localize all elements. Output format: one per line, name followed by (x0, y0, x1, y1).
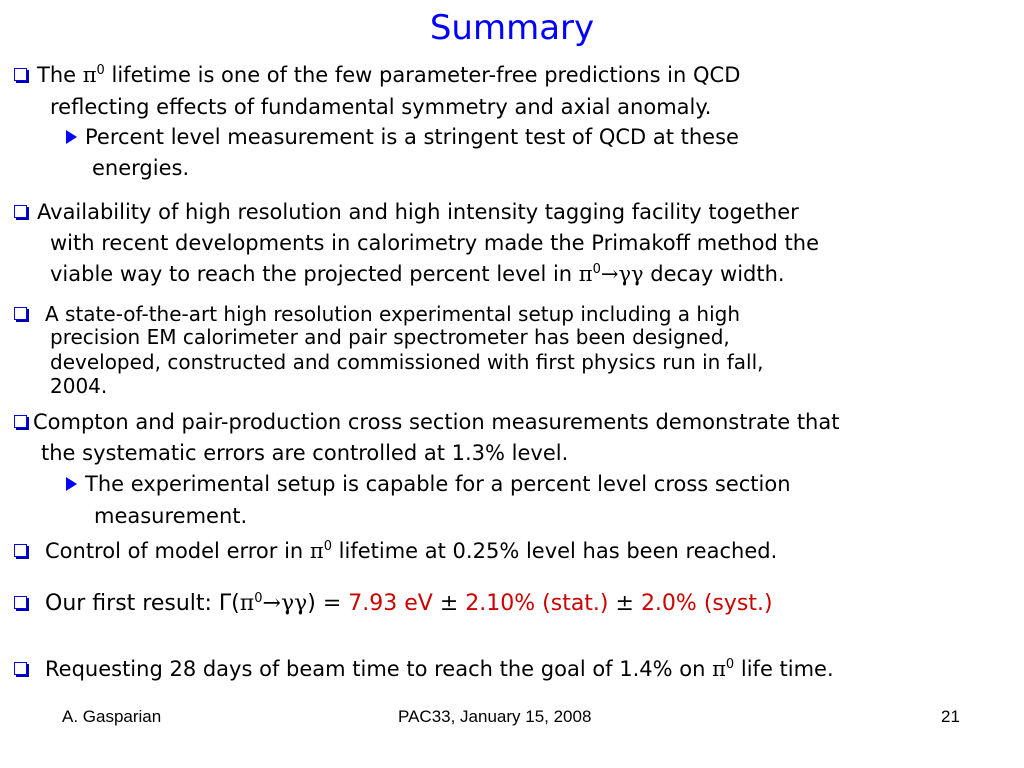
result-value: 7.93 eV (348, 591, 433, 616)
bullet-3-line-4: 2004. (50, 374, 108, 398)
text: lifetime at 0.25% level has been reached. (332, 539, 778, 563)
text: life time. (734, 657, 834, 681)
arrow-bullet-icon (66, 477, 77, 491)
bullet-5-line-1 (14, 538, 777, 564)
footer-page-number: 21 (941, 707, 960, 726)
syst-error: 2.0% (syst.) (640, 591, 773, 616)
text: Availability of high resolution and high intensity tagging facility together (37, 200, 799, 224)
bullet-1-line-2: reflecting effects of fundamental symmetry and axial anomaly. (50, 95, 712, 119)
text: decay width. (643, 262, 785, 286)
stat-error: 2.10% (stat.) (465, 591, 609, 616)
bullet-4-line-2: the systematic errors are controlled at 1.3% level. (41, 441, 569, 465)
text: Percent level measurement is a stringent test of QCD at these (85, 125, 739, 149)
arrow-bullet-icon (66, 130, 77, 144)
bullet-2-line-2: with recent developments in calorimetry made the Primakoff method the (50, 231, 820, 255)
footer-author: A. Gasparian (62, 707, 162, 726)
plus-minus-symbol: ± (608, 591, 641, 616)
hollow-square-bullet-icon (14, 205, 27, 218)
text: Our first result: Γ( (45, 591, 240, 616)
hollow-square-bullet-icon (14, 415, 27, 428)
plus-minus-symbol: ± (432, 591, 466, 616)
text: The (37, 63, 83, 87)
superscript-zero: 0 (96, 63, 105, 78)
hollow-square-bullet-icon (14, 544, 27, 557)
text: Compton and pair-production cross section measurements demonstrate that (33, 410, 840, 434)
superscript-zero: 0 (254, 591, 263, 606)
right-arrow-symbol: → (262, 591, 281, 616)
bullet-1-line-1 (14, 62, 740, 88)
bullet-3-line-3: developed, constructed and commissioned with first physics run in fall, (50, 350, 764, 374)
text: Control of model error in (45, 539, 310, 563)
text: viable way to reach the projected percent level in (50, 262, 579, 286)
bullet-7-line-1 (14, 656, 834, 682)
text: The experimental setup is capable for a percent level cross section (85, 472, 791, 496)
pi-symbol: π (309, 539, 324, 563)
gamma-gamma-symbol: γγ (280, 591, 308, 616)
bullet-2-line-1 (14, 199, 799, 225)
superscript-zero: 0 (323, 539, 332, 554)
hollow-square-bullet-icon (14, 307, 27, 320)
text: Requesting 28 days of beam time to reach the goal of 1.4% on (45, 657, 713, 681)
slide-title: Summary (429, 8, 595, 48)
hollow-square-bullet-icon (14, 662, 27, 675)
footer-event: PAC33, January 15, 2008 (398, 707, 592, 726)
bullet-3-line-1 (14, 303, 740, 325)
superscript-zero: 0 (592, 262, 601, 277)
text: lifetime is one of the few parameter-free predictions in QCD (104, 63, 741, 87)
hollow-square-bullet-icon (14, 596, 27, 609)
pi-symbol: π (82, 63, 97, 87)
gamma-gamma-symbol: γγ (618, 262, 644, 286)
right-arrow-symbol: → (600, 262, 619, 286)
bullet-4-line-1 (14, 409, 839, 435)
bullet-4-sub-line-1 (66, 471, 791, 497)
text: ) (307, 591, 316, 616)
bullet-1-sub-line-2: energies. (92, 156, 190, 180)
text: A state-of-the-art high resolution experimental setup including a high (45, 302, 741, 326)
bullet-6-line-1 (14, 591, 773, 617)
hollow-square-bullet-icon (14, 68, 27, 81)
equals-symbol: = (315, 591, 349, 616)
bullet-3-line-2: precision EM calorimeter and pair spectrometer has been designed, (50, 325, 730, 349)
superscript-zero: 0 (725, 657, 735, 672)
bullet-2-line-3 (50, 261, 785, 287)
pi-symbol: π (712, 657, 726, 681)
pi-symbol: π (578, 262, 593, 286)
pi-symbol: π (239, 591, 255, 616)
bullet-4-sub-line-2: measurement. (94, 504, 248, 528)
bullet-1-sub-line-1 (66, 124, 739, 150)
